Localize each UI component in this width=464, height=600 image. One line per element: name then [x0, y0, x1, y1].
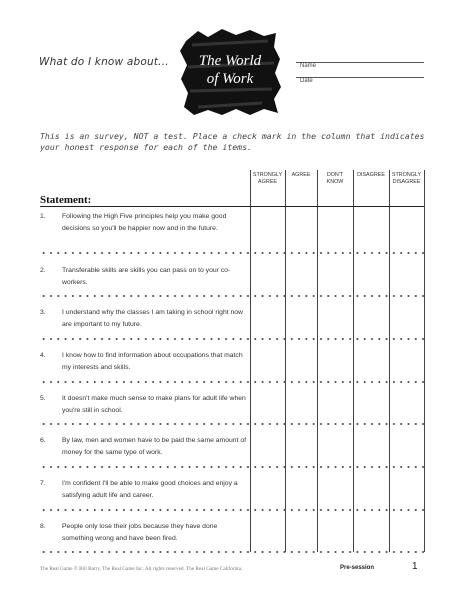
item-text: I know how to find information about occupations that match my interests and skills. — [62, 352, 243, 372]
item-text: I understand why the classes I am taking in school right now are important to my future. — [62, 309, 243, 329]
dotted-separator — [40, 338, 424, 340]
item-text: By law, men and women have to be paid the same amount of money for the same type of work. — [62, 437, 247, 457]
column-header-disagree: DISAGREE — [357, 172, 385, 178]
item-number: 1. — [40, 213, 46, 220]
column-header-dont-know: DON'T KNOW — [326, 172, 344, 185]
item-text: People only lose their jobs because they have done something wrong and have been fired. — [62, 523, 218, 543]
date-field-line[interactable] — [296, 77, 424, 78]
item-number: 6. — [40, 437, 46, 444]
title-line-2: of Work — [206, 71, 254, 87]
name-label: Name — [300, 63, 317, 69]
item-text: Transferable skills are skills you can pass on to your co-workers. — [62, 267, 231, 287]
column-divider — [285, 170, 286, 552]
column-header-strongly-agree: STRONGLY AGREE — [252, 172, 283, 185]
column-divider — [424, 170, 425, 552]
footer-session-label: Pre-session — [340, 565, 375, 571]
item-number: 4. — [40, 352, 46, 359]
column-header-strongly-disagree: STRONGLY DISAGREE — [391, 172, 422, 185]
column-divider — [353, 170, 354, 552]
worksheet-title — [178, 52, 282, 88]
dotted-separator — [40, 423, 424, 425]
column-divider — [250, 170, 251, 552]
instructions-text: This is an survey, NOT a test. Place a check mark in the column that indicates your honest response for each of the items. — [40, 131, 425, 152]
dotted-separator — [40, 551, 424, 553]
date-label: Date — [300, 78, 313, 84]
dotted-separator — [40, 252, 424, 254]
item-text: I'm confident I'll be able to make good choices and enjoy a satisfying adult life and career. — [62, 480, 238, 500]
item-number: 8. — [40, 523, 46, 530]
item-text: It doesn't make much sense to make plans for adult life when you're still in school. — [62, 395, 246, 415]
dotted-separator — [40, 509, 424, 511]
page-number: 1 — [412, 561, 418, 572]
column-divider — [317, 170, 318, 552]
title-badge — [178, 27, 282, 117]
column-header-agree: AGREE — [291, 172, 311, 178]
item-number: 7. — [40, 480, 46, 487]
dotted-separator — [40, 466, 424, 468]
dotted-separator — [40, 381, 424, 383]
header-prompt: What do I know about... — [39, 56, 169, 68]
title-line-1: The World — [198, 53, 262, 69]
item-text: Following the High Five principles help you make good decisions so you'll be happier now and in the future. — [62, 213, 227, 233]
footer-copyright: The Real Game © Bill Barry, The Real Game Inc. All rights reserved. The Real Game California. — [40, 566, 243, 572]
item-number: 2. — [40, 267, 46, 274]
statement-heading: Statement: — [40, 194, 92, 206]
dotted-separator — [40, 295, 424, 297]
column-divider — [389, 170, 390, 552]
item-number: 5. — [40, 395, 46, 402]
heading-rule — [40, 206, 424, 207]
item-number: 3. — [40, 309, 46, 316]
